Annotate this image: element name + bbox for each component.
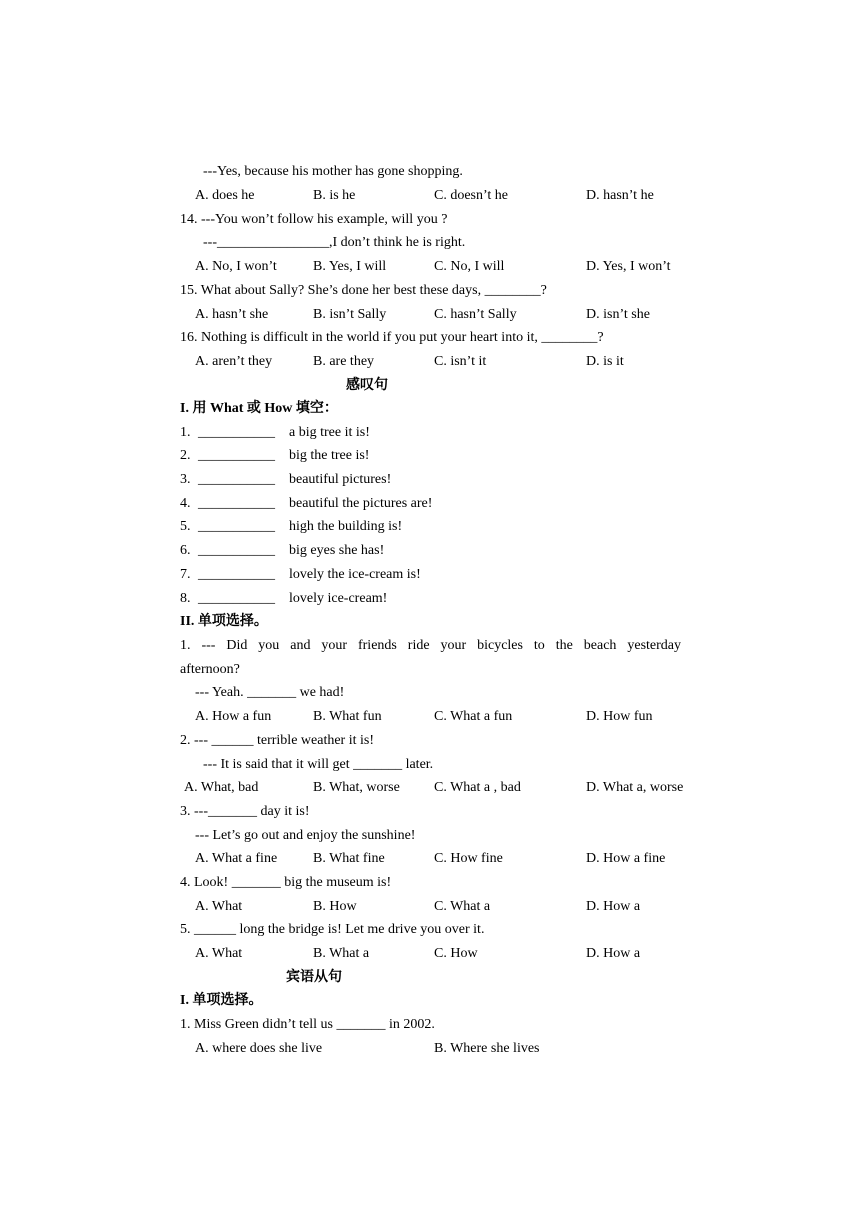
fill-item-5 [0, 517, 860, 537]
ex-q1-line2: afternoon? [180, 662, 240, 677]
option-c: C. hasn’t Sally [434, 307, 517, 322]
item-number: 2. [180, 448, 191, 463]
ex-q3-options [0, 849, 860, 869]
section-title-object-clause: 宾语从句 [286, 970, 342, 985]
q15-question: 15. What about Sally? She’s done her best these days, ________? [180, 283, 547, 298]
item-text: high the building is! [289, 519, 403, 534]
oc-q1-options [0, 1039, 860, 1059]
option-d: D. is it [586, 354, 624, 369]
item-number: 8. [180, 591, 191, 606]
answer-blank: ___________ [198, 519, 275, 534]
option-a: A. What a fine [195, 851, 278, 866]
option-a: A. What [195, 946, 243, 961]
part1-heading: I. 用 What 或 How 填空： [180, 401, 338, 416]
ex-q1-line1: 1. --- Did you and your friends ride your bicycles to the beach yesterday [180, 638, 681, 653]
ex-q2-reply: --- It is said that it will get _______ later. [203, 757, 434, 772]
option-a: A. hasn’t she [195, 307, 269, 322]
ex-q1-options [0, 707, 860, 727]
option-b: B. What fine [313, 851, 385, 866]
option-a: A. How a fun [195, 709, 272, 724]
q14-question: 14. ---You won’t follow his example, will you ? [180, 212, 448, 227]
option-d: D. How a [586, 899, 641, 914]
item-number: 1. [180, 425, 191, 440]
option-a: A. What [195, 899, 243, 914]
answer-blank: ___________ [198, 448, 275, 463]
q13-options [0, 186, 860, 206]
q16-options [0, 352, 860, 372]
part2-heading: II. 单项选择。 [180, 614, 268, 629]
answer-blank: ___________ [198, 567, 275, 582]
option-c: C. How fine [434, 851, 503, 866]
option-a: A. does he [195, 188, 255, 203]
option-c: C. How [434, 946, 478, 961]
ex-q3-question: 3. ---_______ day it is! [180, 804, 310, 819]
item-text: big the tree is! [289, 448, 370, 463]
oc-q1-question: 1. Miss Green didn’t tell us _______ in 2002. [180, 1017, 435, 1032]
answer-blank: ___________ [198, 472, 275, 487]
option-d: D. How a [586, 946, 641, 961]
option-c: C. What a fun [434, 709, 513, 724]
option-c: C. isn’t it [434, 354, 487, 369]
answer-blank: ___________ [198, 496, 275, 511]
oc-part1-heading: I. 单项选择。 [180, 993, 263, 1008]
q14-options [0, 257, 860, 277]
fill-item-2 [0, 446, 860, 466]
option-d: D. How fun [586, 709, 653, 724]
option-a: A. What, bad [184, 780, 259, 795]
option-b: B. What a [313, 946, 370, 961]
option-b: B. What, worse [313, 780, 400, 795]
item-text: lovely the ice-cream is! [289, 567, 421, 582]
option-d: D. What a, worse [586, 780, 684, 795]
option-d: D. isn’t she [586, 307, 650, 322]
option-b: B. What fun [313, 709, 382, 724]
item-number: 6. [180, 543, 191, 558]
q16-question: 16. Nothing is difficult in the world if you put your heart into it, ________? [180, 330, 604, 345]
option-b: B. How [313, 899, 357, 914]
option-a: A. where does she live [195, 1041, 323, 1056]
ex-q2-options [0, 778, 860, 798]
item-text: beautiful pictures! [289, 472, 392, 487]
option-c: C. What a [434, 899, 491, 914]
answer-blank: ___________ [198, 543, 275, 558]
option-d: D. Yes, I won’t [586, 259, 671, 274]
ex-q3-reply: --- Let’s go out and enjoy the sunshine! [195, 828, 416, 843]
option-b: B. is he [313, 188, 356, 203]
item-text: big eyes she has! [289, 543, 385, 558]
answer-blank: ___________ [198, 591, 275, 606]
option-b: B. isn’t Sally [313, 307, 387, 322]
item-number: 3. [180, 472, 191, 487]
fill-item-3 [0, 470, 860, 490]
fill-item-7 [0, 565, 860, 585]
section-title-exclamation: 感叹句 [346, 378, 388, 393]
item-text: lovely ice-cream! [289, 591, 388, 606]
option-b: B. are they [313, 354, 375, 369]
option-b: B. Where she lives [434, 1041, 540, 1056]
option-b: B. Yes, I will [313, 259, 387, 274]
option-c: C. No, I will [434, 259, 505, 274]
q14-reply: ---________________,I don’t think he is right. [203, 235, 466, 250]
ex-q2-question: 2. --- ______ terrible weather it is! [180, 733, 374, 748]
ex-q4-options [0, 897, 860, 917]
fill-item-8 [0, 589, 860, 609]
option-d: D. hasn’t he [586, 188, 654, 203]
answer-blank: ___________ [198, 425, 275, 440]
option-c: C. doesn’t he [434, 188, 509, 203]
q15-options [0, 305, 860, 325]
ex-q5-question: 5. ______ long the bridge is! Let me drive you over it. [180, 922, 485, 937]
item-number: 7. [180, 567, 191, 582]
option-a: A. No, I won’t [195, 259, 277, 274]
item-number: 5. [180, 519, 191, 534]
option-c: C. What a , bad [434, 780, 521, 795]
ex-q5-options [0, 944, 860, 964]
ex-q4-question: 4. Look! _______ big the museum is! [180, 875, 392, 890]
fill-item-4 [0, 494, 860, 514]
fill-item-6 [0, 541, 860, 561]
item-number: 4. [180, 496, 191, 511]
q13-reply: ---Yes, because his mother has gone shopping. [203, 164, 463, 179]
item-text: a big tree it is! [289, 425, 370, 440]
ex-q1-reply: --- Yeah. _______ we had! [195, 685, 345, 700]
option-a: A. aren’t they [195, 354, 273, 369]
option-d: D. How a fine [586, 851, 666, 866]
item-text: beautiful the pictures are! [289, 496, 433, 511]
fill-item-1 [0, 423, 860, 443]
